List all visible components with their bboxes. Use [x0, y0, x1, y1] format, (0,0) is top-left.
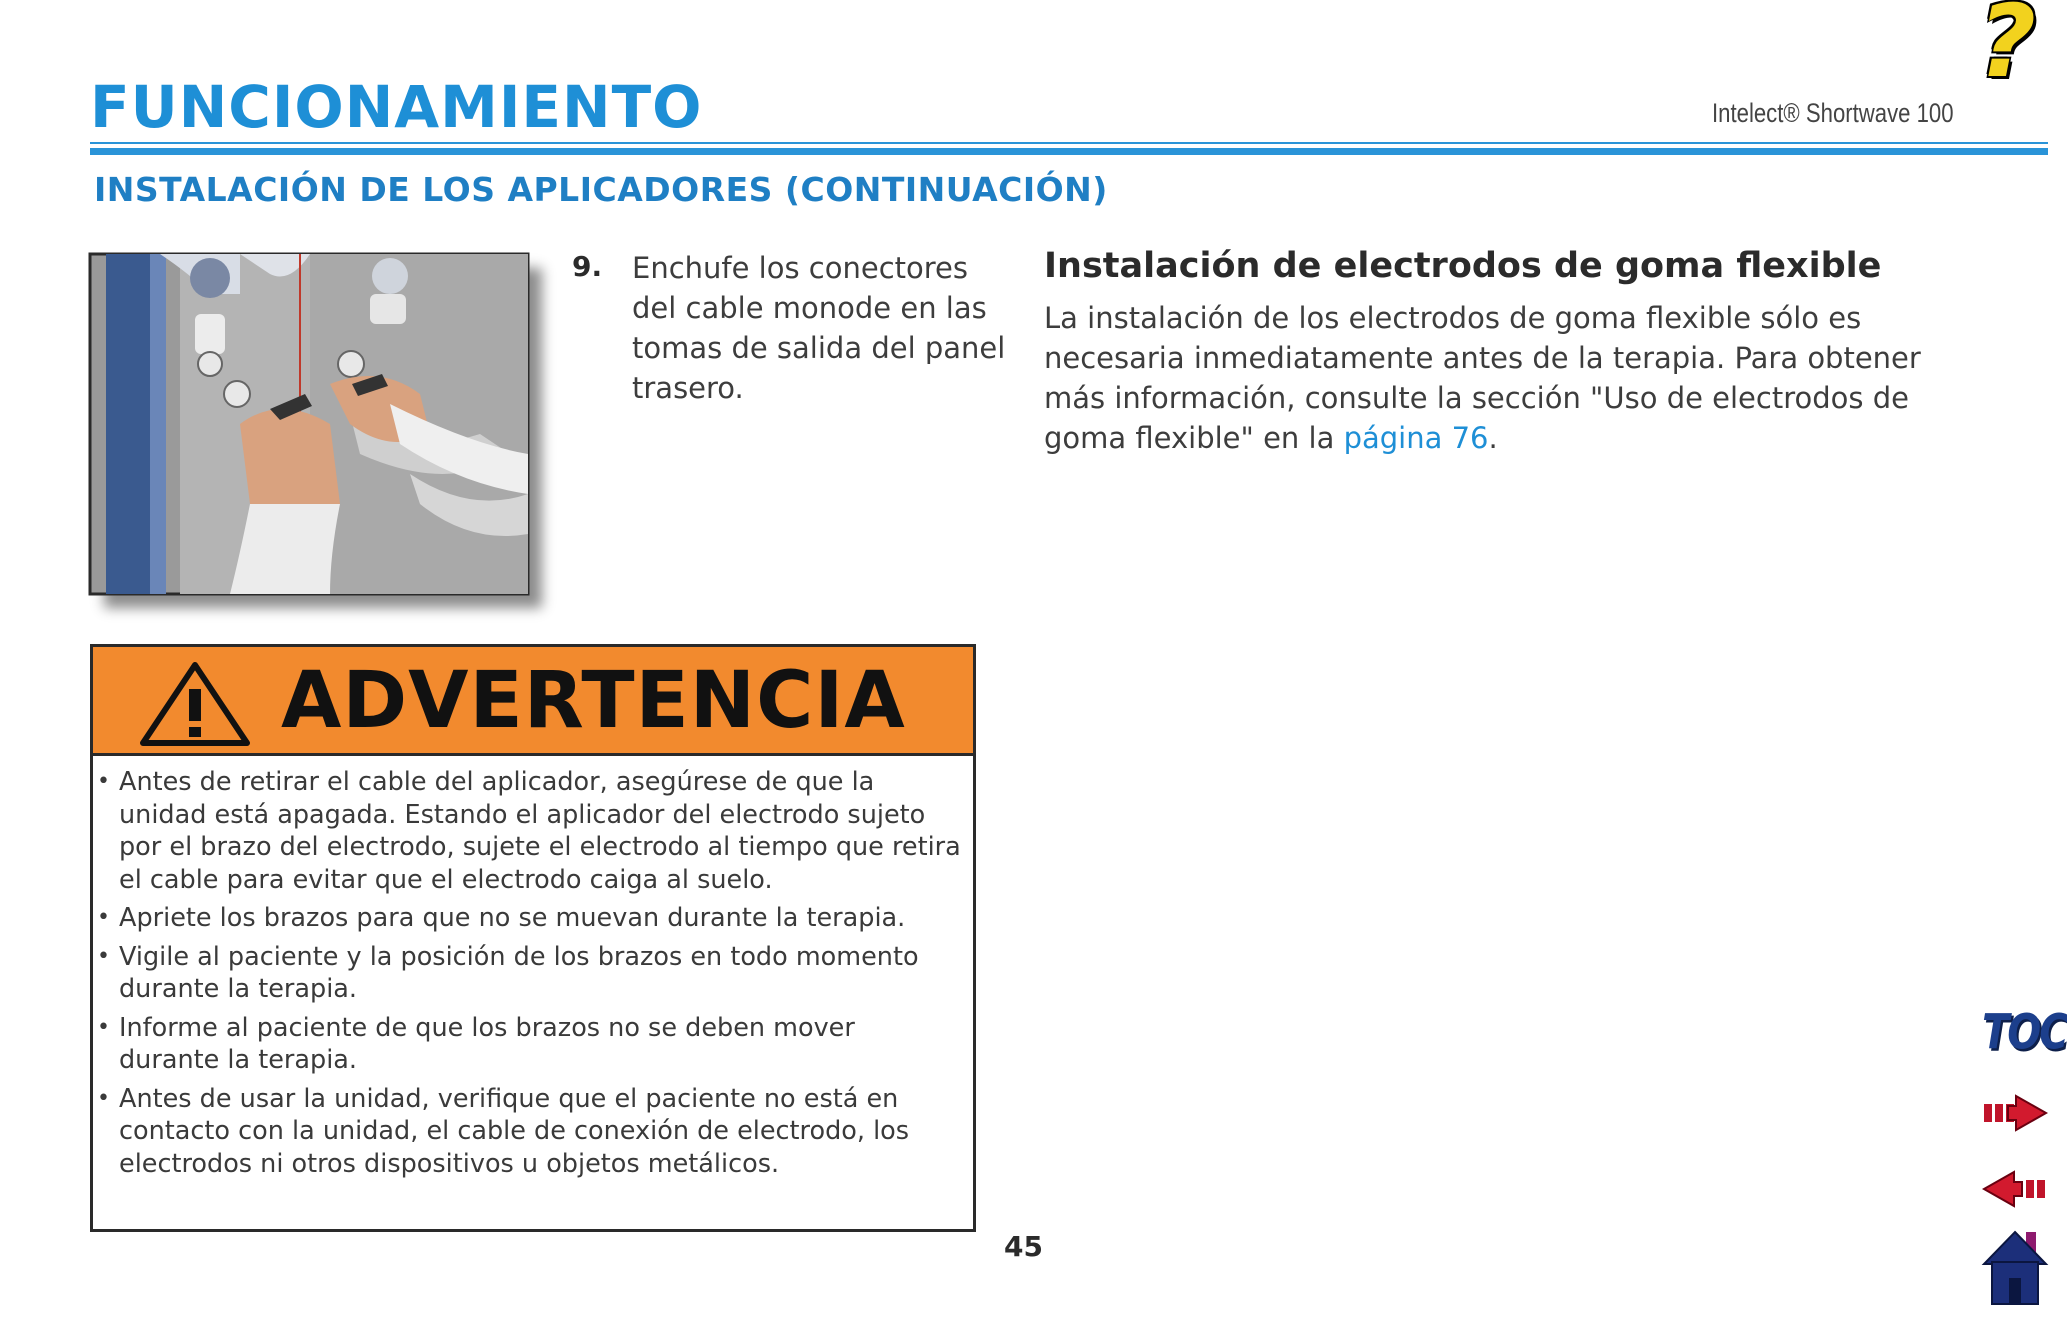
toc-button[interactable]: TOC: [1982, 1005, 2067, 1061]
previous-page-arrow-icon[interactable]: [1982, 1164, 2048, 1214]
header-rule-thick: [90, 148, 2048, 155]
section-subtitle: INSTALACIÓN DE LOS APLICADORES (CONTINUACIÓN): [94, 170, 1108, 209]
warning-item: • Apriete los brazos para que no se muevan durante la terapia.: [97, 902, 961, 935]
next-page-arrow-icon[interactable]: [1982, 1088, 2048, 1138]
warning-triangle-icon: [139, 661, 251, 747]
home-icon[interactable]: [1982, 1228, 2048, 1308]
warning-item: • Antes de retirar el cable del aplicador, asegúrese de que la unidad está apagada. Estando el aplicador del electrodo sujeto por el brazo del electrodo, sujete el electrodo al tiempo que retira el cable para evitar que el electrodo caiga al suelo.: [97, 766, 961, 896]
section-body: [1044, 298, 1974, 458]
section-heading: Instalación de electrodos de goma flexible: [1044, 246, 1882, 286]
photo-illustration: [90, 254, 528, 594]
page-link[interactable]: página 76: [1343, 421, 1489, 455]
section-body-trailing: .: [1488, 421, 1498, 455]
warning-item: • Antes de usar la unidad, verifique que el paciente no está en contacto con la unidad, el cable de conexión de electrodo, los electrodos ni otros dispositivos u objetos metálicos.: [97, 1083, 961, 1181]
step-number: 9.: [572, 250, 603, 283]
step-text: Enchufe los conectores del cable monode en las tomas de salida del panel trasero.: [632, 251, 1006, 405]
warning-title: ADVERTENCIA: [281, 656, 906, 746]
warning-header: [93, 647, 973, 756]
help-icon[interactable]: ?: [1978, 0, 2037, 100]
product-name: Intelect® Shortwave 100: [1712, 98, 1954, 128]
warning-item: • Vigile al paciente y la posición de los brazos en todo momento durante la terapia.: [97, 941, 961, 1006]
header-rule-thin: [90, 142, 2048, 144]
warning-box: [90, 644, 976, 1232]
warning-list: [93, 756, 973, 1180]
page-title: FUNCIONAMIENTO: [90, 73, 703, 141]
section-body-text: La instalación de los electrodos de goma flexible sólo es necesaria inmediatamente antes de la terapia. Para obtener más información, consulte la sección "Uso de electrodos de goma flexible" en la: [1044, 301, 1921, 455]
warning-item: • Informe al paciente de que los brazos no se deben mover durante la terapia.: [97, 1012, 961, 1077]
page-number: 45: [1004, 1230, 1043, 1263]
applicator-photo: [90, 254, 528, 594]
